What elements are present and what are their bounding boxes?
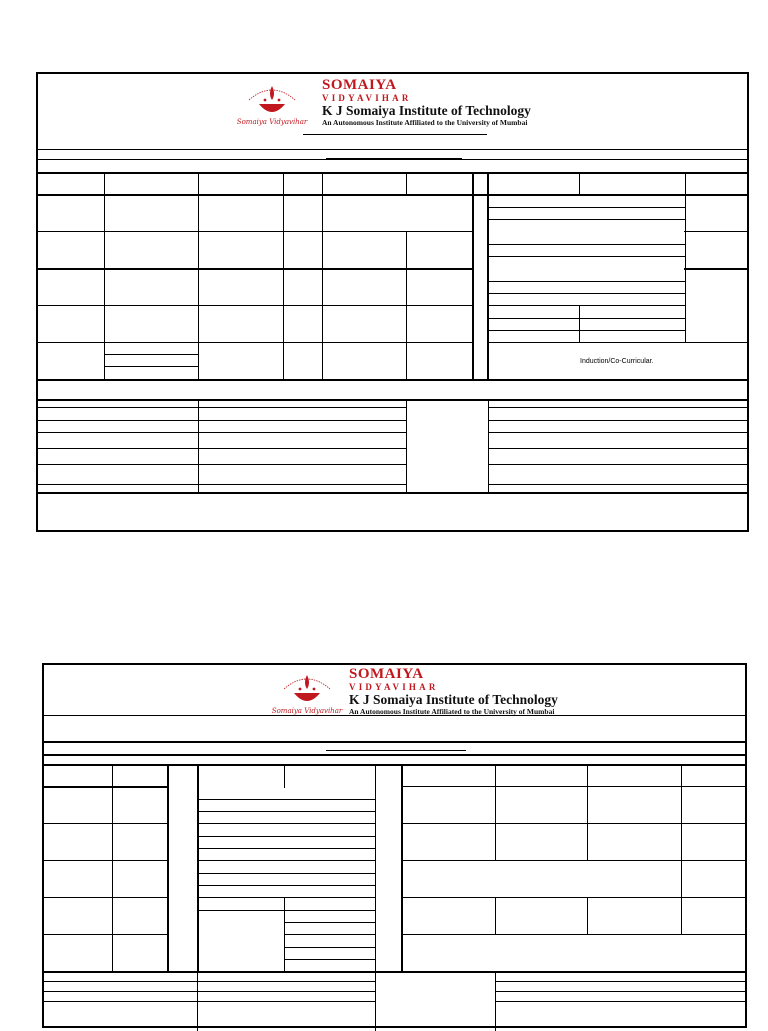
rule bbox=[488, 219, 685, 220]
col-rule bbox=[401, 764, 403, 973]
rule bbox=[38, 379, 747, 381]
somaiya-logo bbox=[271, 669, 343, 717]
rule bbox=[199, 811, 375, 812]
rule bbox=[44, 741, 745, 743]
rule bbox=[38, 420, 407, 421]
rule bbox=[285, 934, 375, 935]
rule bbox=[199, 910, 375, 911]
rule bbox=[402, 786, 745, 787]
title-underline bbox=[303, 134, 487, 135]
rule bbox=[199, 848, 375, 849]
col-rule bbox=[472, 172, 474, 380]
col-rule bbox=[495, 897, 496, 935]
col-rule bbox=[283, 172, 284, 380]
col-rule bbox=[579, 172, 580, 196]
rule bbox=[38, 172, 747, 174]
institute-name: K J Somaiya Institute of Technology bbox=[349, 692, 558, 707]
rule bbox=[488, 207, 685, 208]
col-rule bbox=[112, 764, 113, 973]
col-rule bbox=[685, 172, 686, 342]
col-rule bbox=[587, 897, 588, 935]
rule bbox=[44, 991, 376, 992]
institute-name: K J Somaiya Institute of Technology bbox=[322, 103, 531, 118]
rule bbox=[488, 464, 747, 465]
col-rule bbox=[406, 231, 407, 380]
brand-block bbox=[349, 667, 558, 715]
col-rule bbox=[375, 764, 376, 973]
col-rule bbox=[406, 399, 407, 494]
rule bbox=[285, 922, 375, 923]
rule bbox=[44, 715, 745, 716]
rule bbox=[495, 981, 745, 982]
brand-name: SOMAIYA bbox=[349, 666, 424, 682]
rule bbox=[44, 860, 169, 861]
rule bbox=[38, 194, 747, 196]
brand-name: SOMAIYA bbox=[322, 77, 397, 93]
rule bbox=[488, 318, 685, 319]
rule bbox=[495, 991, 745, 992]
rule bbox=[199, 885, 375, 886]
rule bbox=[285, 959, 375, 960]
subtitle-underline bbox=[326, 158, 462, 159]
col-rule bbox=[587, 764, 588, 860]
rule bbox=[44, 764, 745, 766]
col-rule bbox=[198, 399, 199, 494]
affiliation-text: An Autonomous Institute Affiliated to the University of Mumbai bbox=[349, 706, 555, 716]
rule bbox=[38, 149, 747, 150]
rule bbox=[402, 860, 745, 861]
rule bbox=[488, 432, 747, 433]
col-rule bbox=[579, 305, 580, 342]
col-rule bbox=[406, 172, 407, 196]
rule bbox=[104, 366, 199, 367]
rule bbox=[38, 407, 407, 408]
rule bbox=[199, 873, 375, 874]
rule bbox=[38, 399, 747, 401]
rule bbox=[44, 1001, 376, 1002]
rule bbox=[488, 305, 685, 306]
brand-sub: VIDYAVIHAR bbox=[349, 682, 439, 692]
rule bbox=[495, 1001, 745, 1002]
col-rule bbox=[167, 764, 169, 973]
rule bbox=[684, 231, 747, 232]
logo-caption: Somaiya Vidyavihar bbox=[271, 707, 343, 715]
rule bbox=[199, 799, 375, 800]
rule bbox=[44, 971, 745, 973]
rule bbox=[488, 281, 685, 282]
rule bbox=[38, 464, 407, 465]
col-rule bbox=[198, 172, 199, 380]
rule bbox=[402, 897, 745, 898]
rule bbox=[488, 407, 747, 408]
rule bbox=[488, 448, 747, 449]
rule bbox=[38, 484, 407, 485]
rule bbox=[199, 836, 375, 837]
col-rule bbox=[104, 172, 105, 380]
rule bbox=[38, 448, 407, 449]
logo-caption: Somaiya Vidyavihar bbox=[236, 118, 308, 126]
timetable-sheet-2 bbox=[42, 663, 747, 1028]
col-rule bbox=[284, 764, 285, 788]
rule bbox=[199, 897, 375, 898]
somaiya-logo bbox=[236, 80, 308, 128]
brand-block bbox=[322, 78, 531, 126]
rule bbox=[488, 330, 685, 331]
rule bbox=[38, 432, 407, 433]
rule bbox=[684, 268, 747, 270]
rule bbox=[38, 492, 747, 494]
rule bbox=[402, 934, 745, 935]
rule bbox=[44, 981, 376, 982]
rule bbox=[104, 354, 199, 355]
rule bbox=[488, 293, 685, 294]
rule bbox=[199, 823, 375, 824]
timetable-sheet-1 bbox=[36, 72, 749, 532]
rule bbox=[488, 342, 747, 343]
rule bbox=[488, 484, 747, 485]
col-rule bbox=[487, 172, 489, 380]
induction-cell-note: Induction/Co-Curricular. bbox=[580, 358, 654, 365]
brand-sub: VIDYAVIHAR bbox=[322, 93, 412, 103]
rule bbox=[44, 823, 169, 824]
rule bbox=[44, 934, 169, 935]
rule bbox=[402, 823, 745, 824]
rule bbox=[488, 256, 685, 257]
subtitle-underline bbox=[326, 750, 466, 751]
col-rule bbox=[322, 172, 323, 380]
rule bbox=[44, 786, 169, 788]
col-rule bbox=[495, 764, 496, 860]
col-rule bbox=[488, 399, 489, 494]
rule bbox=[488, 244, 685, 245]
col-rule bbox=[197, 764, 199, 973]
rule bbox=[488, 420, 747, 421]
rule bbox=[44, 754, 745, 756]
rule bbox=[285, 947, 375, 948]
rule bbox=[38, 159, 747, 160]
rule bbox=[44, 897, 169, 898]
rule bbox=[199, 860, 375, 861]
col-rule bbox=[681, 764, 682, 935]
affiliation-text: An Autonomous Institute Affiliated to the University of Mumbai bbox=[322, 117, 528, 127]
